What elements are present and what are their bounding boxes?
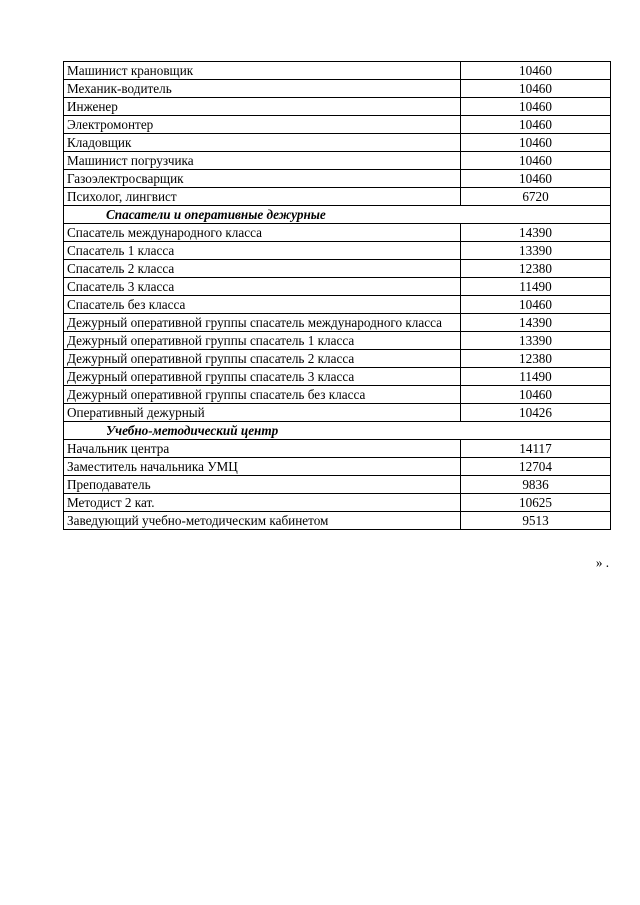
salary-value-cell: 13390 xyxy=(461,242,611,260)
position-name-cell: Психолог, лингвист xyxy=(64,188,461,206)
table-row xyxy=(64,62,611,80)
section-header-row xyxy=(64,206,611,224)
position-name-cell: Дежурный оперативной группы спасатель 1 класса xyxy=(64,332,461,350)
salary-value-cell: 11490 xyxy=(461,368,611,386)
table-row xyxy=(64,170,611,188)
table-row xyxy=(64,242,611,260)
salary-value-cell: 10460 xyxy=(461,296,611,314)
table-row xyxy=(64,260,611,278)
salary-value-cell: 12380 xyxy=(461,260,611,278)
position-name-cell: Спасатель без класса xyxy=(64,296,461,314)
salary-value-cell: 12704 xyxy=(461,458,611,476)
salary-value-cell: 10460 xyxy=(461,80,611,98)
position-name-cell: Электромонтер xyxy=(64,116,461,134)
position-name-cell: Начальник центра xyxy=(64,440,461,458)
table-row xyxy=(64,134,611,152)
salary-value-cell: 10460 xyxy=(461,386,611,404)
closing-quote-mark: » . xyxy=(595,555,609,570)
salary-value-cell: 10460 xyxy=(461,98,611,116)
salary-value-cell: 6720 xyxy=(461,188,611,206)
position-name-cell: Дежурный оперативной группы спасатель международного класса xyxy=(64,314,461,332)
position-name-cell: Преподаватель xyxy=(64,476,461,494)
position-name-cell: Дежурный оперативной группы спасатель 2 класса xyxy=(64,350,461,368)
position-name-cell: Инженер xyxy=(64,98,461,116)
table-row xyxy=(64,80,611,98)
salary-value-cell: 10426 xyxy=(461,404,611,422)
position-name-cell: Методист 2 кат. xyxy=(64,494,461,512)
salary-value-cell: 12380 xyxy=(461,350,611,368)
position-name-cell: Дежурный оперативной группы спасатель без класса xyxy=(64,386,461,404)
table-row xyxy=(64,314,611,332)
position-name-cell: Газоэлектросварщик xyxy=(64,170,461,188)
table-row xyxy=(64,368,611,386)
salary-value-cell: 10460 xyxy=(461,134,611,152)
table-row xyxy=(64,476,611,494)
salary-value-cell: 11490 xyxy=(461,278,611,296)
section-header-row xyxy=(64,422,611,440)
table-row xyxy=(64,188,611,206)
salary-value-cell: 9513 xyxy=(461,512,611,530)
table-row xyxy=(64,332,611,350)
position-name-cell: Заведующий учебно-методическим кабинетом xyxy=(64,512,461,530)
salary-value-cell: 10460 xyxy=(461,62,611,80)
table-row xyxy=(64,278,611,296)
position-name-cell: Кладовщик xyxy=(64,134,461,152)
salary-value-cell: 13390 xyxy=(461,332,611,350)
position-name-cell: Машинист погрузчика xyxy=(64,152,461,170)
position-name-cell: Спасатель 1 класса xyxy=(64,242,461,260)
salary-value-cell: 9836 xyxy=(461,476,611,494)
table-row xyxy=(64,512,611,530)
salary-value-cell: 14390 xyxy=(461,314,611,332)
position-name-cell: Спасатель 3 класса xyxy=(64,278,461,296)
table-row xyxy=(64,350,611,368)
table-row xyxy=(64,386,611,404)
salary-value-cell: 10460 xyxy=(461,116,611,134)
table-row xyxy=(64,116,611,134)
position-name-cell: Оперативный дежурный xyxy=(64,404,461,422)
salary-table xyxy=(63,61,611,530)
salary-value-cell: 14117 xyxy=(461,440,611,458)
table-row xyxy=(64,404,611,422)
position-name-cell: Заместитель начальника УМЦ xyxy=(64,458,461,476)
salary-value-cell: 10460 xyxy=(461,170,611,188)
table-row xyxy=(64,224,611,242)
salary-table-body xyxy=(64,62,611,530)
section-title: Учебно-методический центр xyxy=(64,422,611,440)
position-name-cell: Машинист крановщик xyxy=(64,62,461,80)
table-row xyxy=(64,152,611,170)
table-row xyxy=(64,440,611,458)
table-row xyxy=(64,296,611,314)
position-name-cell: Спасатель международного класса xyxy=(64,224,461,242)
position-name-cell: Дежурный оперативной группы спасатель 3 класса xyxy=(64,368,461,386)
table-row xyxy=(64,458,611,476)
salary-value-cell: 14390 xyxy=(461,224,611,242)
position-name-cell: Механик-водитель xyxy=(64,80,461,98)
table-row xyxy=(64,494,611,512)
position-name-cell: Спасатель 2 класса xyxy=(64,260,461,278)
salary-value-cell: 10460 xyxy=(461,152,611,170)
table-row xyxy=(64,98,611,116)
salary-value-cell: 10625 xyxy=(461,494,611,512)
section-title: Спасатели и оперативные дежурные xyxy=(64,206,611,224)
